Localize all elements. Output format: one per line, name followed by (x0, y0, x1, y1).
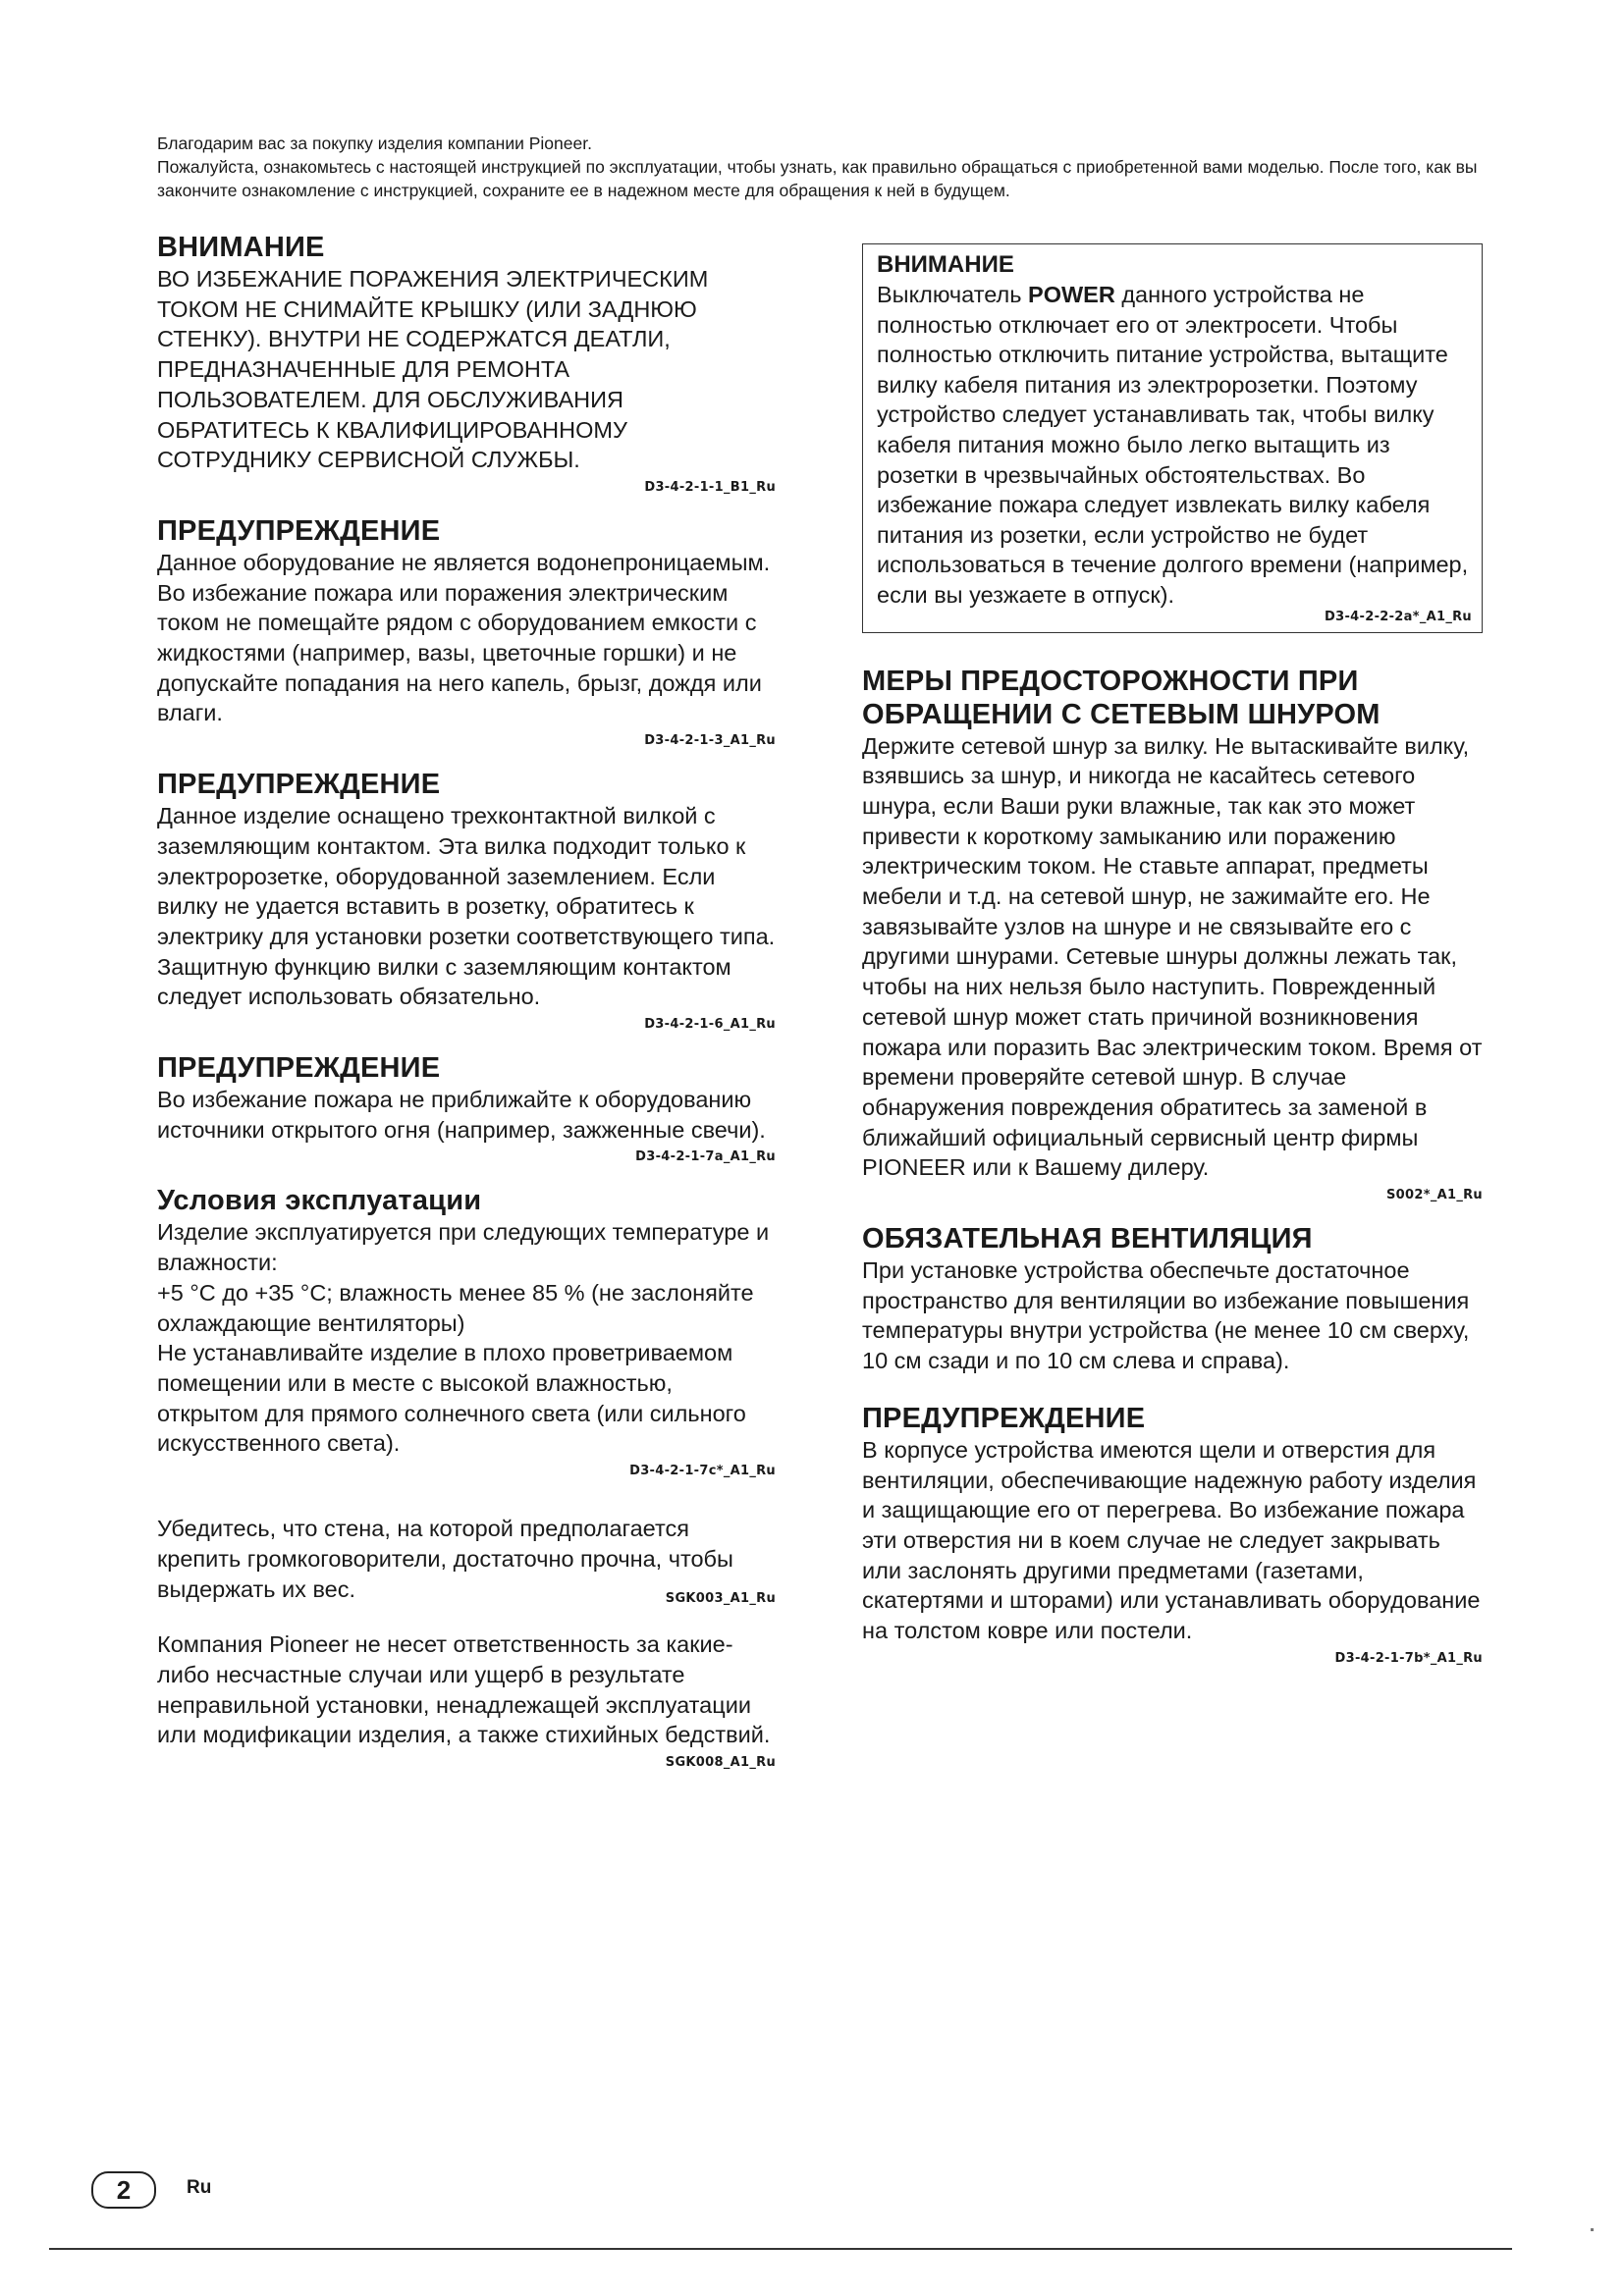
right-column (862, 243, 1483, 1668)
section-title: МЕРЫ ПРЕДОСТОРОЖНОСТИ ПРИ ОБРАЩЕНИИ С СЕТЕВЫМ ШНУРОМ (862, 665, 1380, 730)
section-code: D3-4-2-1-1_B1_Ru (644, 479, 776, 495)
section-title: Условия эксплуатации (157, 1185, 482, 1217)
bottom-divider (49, 2248, 1512, 2250)
section-code: D3-4-2-1-7a_A1_Ru (635, 1149, 776, 1165)
section-text: Держите сетевой шнур за вилку. Не вытаскивайте вилку, взявшись за шнур, и никогда не касайтесь сетевого шнура, если Ваши руки влажные, так как это может привести к короткому замыканию или поражению электрическим током. Не ставьте аппарат, предметы мебели и т.д. на сетевой шнур, не зажимайте его. Не завязывайте узлов на шнуре и не связывайте его с другими шнурами. Сетевые шнуры должны лежать так, чтобы на них нельзя было наступить. Поврежденный сетевой шнур может стать причиной возникновения пожара или поразить Вас электрическим током. Время от времени проверяйте сетевой шнур. В случае обнаружения повреждения обратитесь за заменой в ближайший официальный сервисный центр фирмы PIONEER или к Вашему дилеру. (862, 732, 1483, 1181)
power-label: POWER (1028, 282, 1115, 307)
section-text: Данное оборудование не является водонепроницаемым. Во избежание пожара или поражения электрическим током не помещайте рядом с оборудованием емкости с жидкостями (например, вазы, цветочные горшки) и не допускайте попадания на него капель, брызг, дождя или влаги. (157, 549, 771, 726)
section-ventilation (862, 1222, 1483, 1376)
section-liability (157, 1629, 776, 1772)
section-code: SGK003_A1_Ru (665, 1590, 776, 1606)
language-code: Ru (187, 2177, 212, 2198)
conditions-para-1: Изделие эксплуатируется при следующих температуре и влажности: (157, 1219, 770, 1276)
section-title: ПРЕДУПРЕЖДЕНИЕ (862, 1402, 1146, 1434)
box-code: D3-4-2-2-2a*_A1_Ru (1325, 609, 1472, 624)
section-title: ПРЕДУПРЕЖДЕНИЕ (157, 1052, 441, 1085)
section-text: При установке устройства обеспечьте достаточное пространство для вентиляции во избежание повышения температуры внутри устройства (не менее 10 см сверху, 10 см сзади и по 10 см слева и справа). (862, 1257, 1470, 1374)
section-code: D3-4-2-1-7b*_A1_Ru (1334, 1650, 1483, 1666)
section-operating-conditions (157, 1184, 776, 1480)
page-number: 2 (91, 2171, 156, 2209)
section-code: D3-4-2-1-7c*_A1_Ru (629, 1464, 776, 1479)
section-title: ВНИМАНИЕ (157, 232, 325, 263)
section-text: Данное изделие оснащено трехконтактной вилкой с заземляющим контактом. Эта вилка подходит только к электророзетке, оборудованной заземлением. Если вилку не удается вставить в розетку, обратитесь к электрику для установки розетки соответствующего типа. Защитную функцию вилки с заземляющим контактом следует использовать обязательно. (157, 803, 776, 1010)
section-warning-water (157, 514, 776, 750)
section-text: В корпусе устройства имеются щели и отверстия для вентиляции, обеспечивающие надежную работу изделия и защищающие его от перегрева. Во избежание пожара эти отверстия ни в коем случае не следует закрывать или заслонять другими предметами (газетами, скатертями и шторами) или устанавливать оборудование на толстом ковре или постели. (862, 1436, 1481, 1644)
box-text-after: данного устройства не полностью отключает его от электросети. Чтобы полностью отключить питание устройства, вытащите вилку кабеля питания из электророзетки. Поэтому устройство следует устанавливать так, чтобы вилку кабеля питания можно было легко вытащить из розетки в чрезвычайных обстоятельствах. Во избежание пожара следует извлекать вилку кабеля питания из розетки, если устройство не будет использоваться в течение долгого времени (например, если вы уезжаете в отпуск). (877, 282, 1469, 608)
section-text: Компания Pioneer не несет ответственность за какие-либо несчастные случаи или ущерб в результате неправильной установки, ненадлежащей эксплуатации или модификации изделия, а также стихийных бедствий. (157, 1631, 771, 1748)
box-title: ВНИМАНИЕ (877, 251, 1014, 278)
section-code: D3-4-2-1-3_A1_Ru (644, 733, 776, 749)
section-code: D3-4-2-1-6_A1_Ru (644, 1017, 776, 1033)
section-text: Во избежание пожара не приближайте к оборудованию источники открытого огня (например, зажженные свечи). (157, 1087, 766, 1143)
section-text: ВО ИЗБЕЖАНИЕ ПОРАЖЕНИЯ ЭЛЕКТРИЧЕСКИМ ТОКОМ НЕ СНИМАЙТЕ КРЫШКУ (ИЛИ ЗАДНЮЮ СТЕНКУ). ВНУТРИ НЕ СОДЕРЖАТСЯ ДЕАТЛИ, ПРЕДНАЗНАЧЕННЫЕ ДЛЯ РЕМОНТА ПОЛЬЗОВАТЕЛЕМ. ДЛЯ ОБСЛУЖИВАНИЯ ОБРАТИТЕСЬ К КВАЛИФИЦИРОВАННОМУ СОТРУДНИКУ СЕРВИСНОЙ СЛУЖБЫ. (157, 266, 709, 473)
section-title: ОБЯЗАТЕЛЬНАЯ ВЕНТИЛЯЦИЯ (862, 1223, 1313, 1255)
intro (157, 132, 1492, 202)
section-text (157, 1514, 776, 1604)
conditions-para-3: Не устанавливайте изделие в плохо проветриваемом помещении или в месте с высокой влажностью, открытом для прямого солнечного света (или сильного искусственного света). (157, 1340, 746, 1457)
section-caution (157, 231, 776, 497)
wall-text: Убедитесь, что стена, на которой предполагается крепить громкоговорители, достаточно прочна, чтобы выдержать их вес. (157, 1516, 733, 1602)
corner-mark (1591, 2228, 1594, 2231)
intro-line-2: Пожалуйста, ознакомьтесь с настоящей инструкцией по эксплуатации, чтобы узнать, как правильно обращаться с приобретенной вами моделью. После того, как вы закончите ознакомление с инструкцией, сохраните ее в надежном месте для обращения к ней в будущем. (157, 157, 1478, 200)
section-text (157, 1217, 776, 1459)
section-title: ПРЕДУПРЕЖДЕНИЕ (157, 514, 441, 547)
section-warning-fire (157, 1051, 776, 1166)
box-text-before: Выключатель (877, 282, 1029, 307)
section-code: SGK008_A1_Ru (665, 1755, 776, 1771)
box-text (877, 280, 1472, 611)
section-code: S002*_A1_Ru (1386, 1188, 1483, 1203)
section-warning-vents (862, 1402, 1483, 1668)
section-wall-strength (157, 1514, 776, 1604)
left-column (157, 231, 776, 1772)
section-title: ПРЕДУПРЕЖДЕНИЕ (157, 769, 441, 801)
section-power-cord (862, 665, 1483, 1205)
section-warning-plug (157, 768, 776, 1034)
conditions-para-2: +5 °C до +35 °C; влажность менее 85 % (не заслоняйте охлаждающие вентиляторы) (157, 1279, 754, 1336)
caution-power-box (862, 243, 1483, 633)
intro-line-1: Благодарим вас за покупку изделия компании Pioneer. (157, 133, 592, 153)
